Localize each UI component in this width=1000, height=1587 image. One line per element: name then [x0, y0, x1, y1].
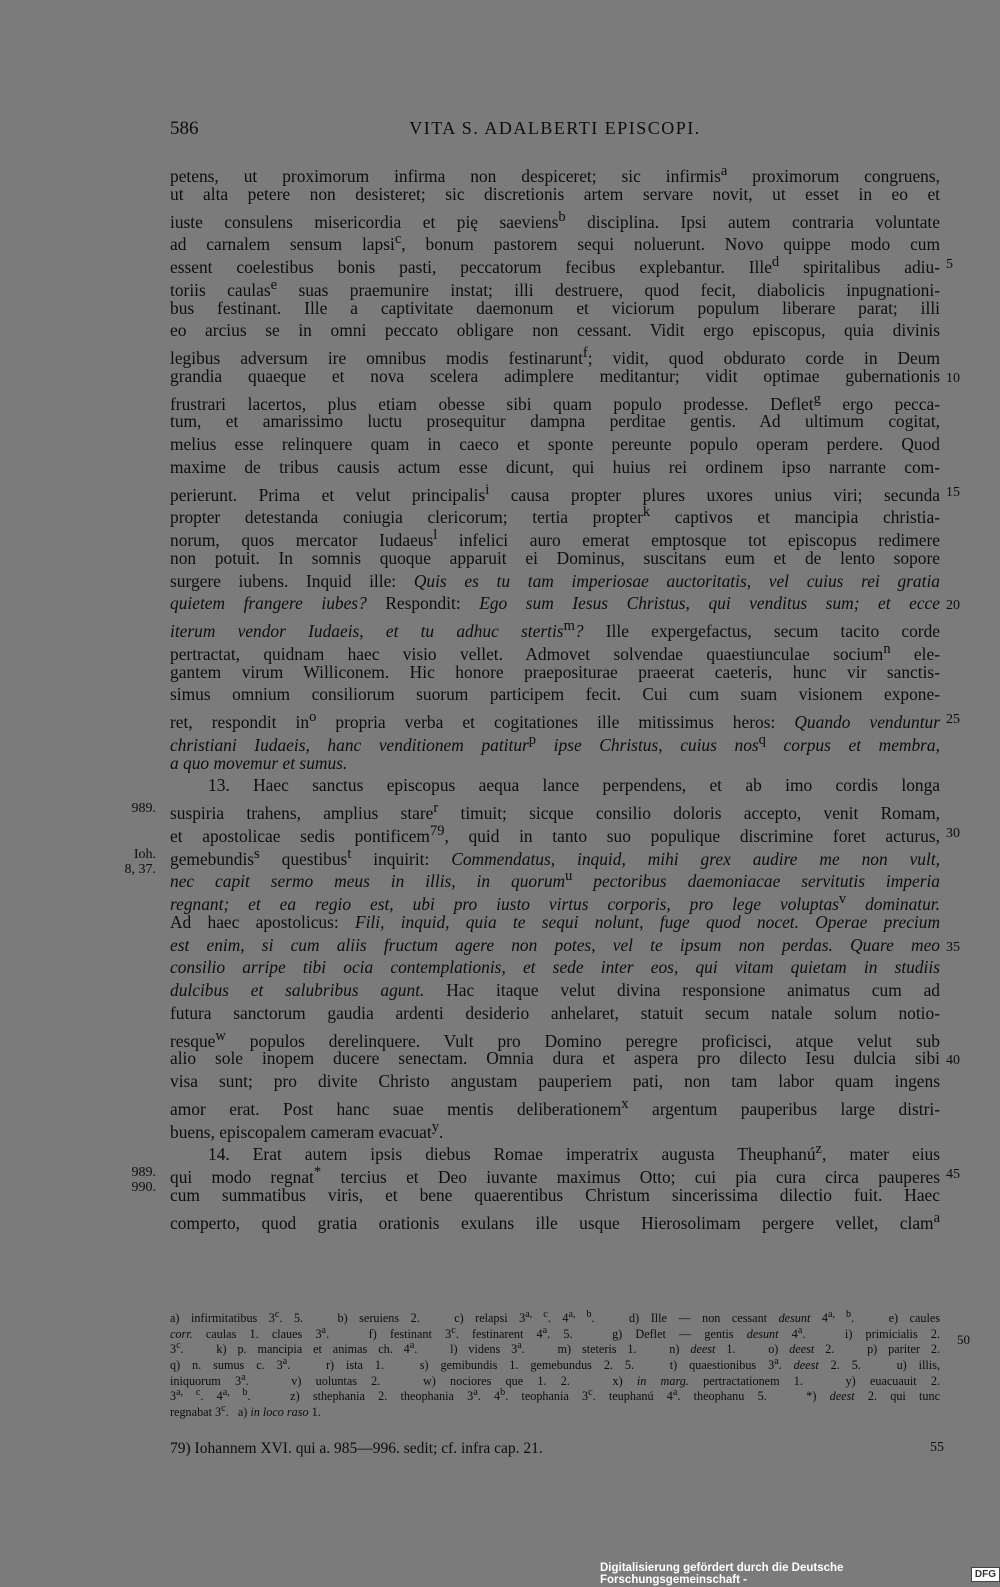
- dfg-banner-text: Digitalisierung gefördert durch die Deutsche Forschungsgemeinschaft -: [600, 1562, 844, 1586]
- line-number: 20: [946, 598, 960, 614]
- text-line: essent coelestibus bonis pasti, peccatorum fecibus explebantur. Ille$^d$ spiritalibus adiu-: [170, 254, 940, 277]
- footnote-line: regnabat 3$^c$. a) in loco raso 1.: [170, 1403, 321, 1420]
- running-title: VITA S. ADALBERTI EPISCOPI.: [409, 118, 701, 138]
- text-line: ad carnalem sensum lapsi$^c$, bonum pastorem sequi noluerunt. Novo quippe modo cum: [170, 231, 941, 255]
- footnote-line: iniquorum 3$^a$. v) uoluntas 2. w) nociores que 1. 2. x) in marg. pertractationem 1. y) euacuauit 2.: [170, 1371, 940, 1388]
- text-line: tum, et amarissimo luctu prosequitur dampna perditae gentis. Ad ultimum cogitat,: [170, 411, 940, 432]
- text-line: legibus adversum ire omnibus modis festinarunt$^f$; vidit, quod obdurato corde in Deum: [170, 345, 940, 368]
- text-line: alio sole inopem ducere senectam. Omnia dura et aspera pro dilecto Iesu dulcia sibi: [170, 1048, 940, 1069]
- text-line: regnant; et ea regio est, ubi pro iusto virtus corporis, pro lege voluptas$^v$ dominatur.: [170, 891, 940, 914]
- text-line: ret, respondit $in^o$ propria verba et cogitationes ille mitissimus heros: Quando venduntur: [170, 709, 940, 732]
- text-line: amor erat. Post hanc suae mentis deliberationem$^x$ argentum pauperibus large distri-: [170, 1095, 940, 1119]
- text-line: perierunt. Prima et velut principalis$^i$ causa propter plures uxores unius viri; secunda: [170, 481, 940, 505]
- text-line: norum, quos mercator Iudaeus$^l$ infelici auro emerat emptosque tot episcopus redimere: [170, 527, 940, 550]
- text-line: buens, episcopalem cameram evacuat$^y$.: [170, 1118, 444, 1142]
- body-text: [170, 160, 960, 1233]
- line-number: 45: [946, 1167, 960, 1182]
- text-line: suspiria trahens, amplius stare$^r$ timuit; sicque consilio doloris accepto, venit Romam,: [170, 800, 940, 823]
- text-line: maxime de tribus causis actum esse dicunt, qui huius rei ordinem ipso narrante com-: [170, 456, 940, 477]
- text-line: iuste consulens misericordia et pię saeviens$^b$ disciplina. Ipsi autem contraria voluntate: [170, 208, 940, 232]
- footnote-line: 3$^c$. k) p. mancipia et animas ch. 4$^a$. l) videns 3$^a$. m) steteris 1. n) deest 1. o) deest 2. p) pariter 2.: [170, 1340, 941, 1357]
- line-number: 25: [946, 712, 960, 727]
- line-number: 30: [946, 825, 960, 841]
- text-line: gemebundis$^s$ questibus$^t$ inquirit: Commendatus, inquid, mihi grex audire me non vult,: [170, 845, 941, 869]
- footnote-line: 3$^{a, c}$. 4$^{a, b}$. z) sthephania 2. theophania 3$^a$. 4$^b$. teophania 3$^c$. teuphanú 4$^a$. theophanu 5. *) deest 2. qui tunc: [170, 1387, 940, 1404]
- text-line: dulcibus et salubribus agunt. Hac itaque velut divina responsione animatus cum ad: [170, 980, 940, 1000]
- text-line: petens, ut proximorum infirma non despiceret; sic infirmis$^a$ proximorum congruens,: [170, 163, 940, 186]
- line-number: 10: [946, 370, 960, 386]
- text-line: 14. Erat autem ipsis diebus Romae imperatrix augusta Theuphanú$^z$, mater eius: [208, 1141, 940, 1165]
- text-line: nec capit sermo meus in illis, in quorum$^u$ pectoribus daemoniacae servitutis imperia: [170, 868, 940, 892]
- text-line: quietem frangere iubes? Respondit: Ego sum Iesus Christus, qui venditus sum; et ecce: [170, 593, 940, 614]
- margin-note: Ioh. 8, 37.: [124, 846, 156, 877]
- text-line: est enim, si cum aliis fructum agere non potes, vel te ipsum non perdas. Quare meo: [170, 934, 940, 955]
- text-line: Ad haec apostolicus: Fili, inquid, quia te sequi nolunt, fuge quod nocet. Operae precium: [170, 911, 940, 932]
- text-line: gantem virum Williconem. Hic honore praepositurae praeerat caeteris, hunc vir sanctis-: [170, 661, 940, 682]
- text-line: grandia quaeque et nova scelera adimplere meditantur; vidit optimae gubernationis: [170, 365, 940, 386]
- text-line: bus festinant. Ille a captivitate daemonum et viciorum populum liberare parat; illi: [170, 297, 940, 318]
- text-line: visa sunt; pro divite Christo angustam pauperiem pati, non tam labor quam ingens: [170, 1071, 940, 1091]
- page-number: 586: [170, 118, 199, 139]
- footnote-line-number: 50: [957, 1332, 970, 1347]
- text-line: consilio arripe tibi ocia contemplationis, et sede inter eos, qui vitam quietam in studiis: [170, 957, 940, 978]
- text-line: toriis caulas$^e$ suas praemunire instat; illi destruere, quod fecit, diabolicis inpugnationi-: [170, 276, 940, 300]
- page-header: [170, 118, 940, 148]
- editorial-note: 79) Iohannem XVI. qui a. 985—996. sedit; cf. infra cap. 21.: [170, 1440, 543, 1457]
- text-line: iterum vendor Iudaeis, et tu adhuc stertis$^m$? Ille expergefactus, secum tacito corde: [170, 618, 940, 641]
- text-line: 13. Haec sanctus episcopus aequa lance perpendens, et ab imo cordis longa: [208, 775, 940, 796]
- signature-mark: 55: [930, 1440, 944, 1455]
- dfg-funding-banner: [600, 1562, 1000, 1586]
- text-line: pertractat, quidnam haec visio vellet. Admovet solvendae quaestiunculae socium$^n$ ele-: [170, 640, 940, 664]
- text-line: simus omnium consiliorum suorum participem fecit. Cui cum suam visionem expone-: [170, 684, 940, 705]
- line-number: 5: [946, 257, 953, 272]
- margin-note: 989. 990.: [131, 1165, 156, 1195]
- text-line: ut alta petere non desisteret; sic discretionis artem servare novit, ut esset in eo et: [170, 183, 940, 204]
- text-line: frustrari lacertos, plus etiam obesse sibi quam populo prodesse. Deflet$^g$ ergo pecca-: [170, 390, 940, 414]
- text-line: eo arcius se in omni peccato obligare non cessant. Vidit ergo episcopus, quia divinis: [170, 320, 940, 341]
- text-line: resque$^w$ populos derelinquere. Vult pro Domino peregre proficisci, atque velut sub: [170, 1027, 940, 1051]
- margin-note: 989.: [131, 801, 156, 816]
- line-number: 40: [946, 1053, 960, 1069]
- line-number: 35: [946, 939, 960, 955]
- footnote-line: q) n. sumus c. 3$^a$. r) ista 1. s) gemibundis 1. gemebundus 2. 5. t) quaestionibus 3$^a$. deest 2. 5. u) illis,: [170, 1356, 940, 1373]
- text-line: non potuit. In somnis quoque apparuit ei Dominus, suscitans eum et de lento sopore: [170, 547, 940, 568]
- dfg-logo: DFG: [971, 1567, 1000, 1582]
- footnote-rule: [170, 1426, 280, 1427]
- text-line: melius esse relinquere quam in caeco et sponte pereunte populo operam perdere. Quod: [170, 434, 940, 454]
- text-line: surgere iubens. Inquid ille: Quis es tu tam imperiosae auctoritatis, vel cuius rei gratia: [170, 570, 940, 591]
- text-line: a quo movemur et sumus.: [170, 752, 348, 773]
- text-line: propter detestanda coniugia clericorum; tertia propter$^k$ captivos et mancipia christia-: [170, 504, 940, 528]
- text-line: et apostolicae sedis pontificem$^{79}$, quid in tanto suo populique discrimine foret acturus,: [170, 822, 940, 846]
- footnote-line: a) infirmitatibus 3$^c$. 5. b) seruiens 2. c) relapsi 3$^{a, c}$. 4$^{a, b}$. d) Ille — non cessant desunt 4$^{a, b}$. e) caules: [170, 1309, 941, 1326]
- footnote-line: corr. caulas 1. claues 3$^a$. f) festinant 3$^c$. festinarent 4$^a$. 5. g) Deflet — gentis desunt 4$^a$. i) primicialis 2.: [170, 1324, 941, 1341]
- text-line: christiani Iudaeis, hanc venditionem patitur$^p$ ipse Christus, cuius nos$^q$ corpus et membra,: [170, 731, 940, 755]
- line-number: 15: [946, 484, 960, 500]
- text-line: cum summatibus viris, et bene quaerentibus Christum sincerissima dilectio fuit. Haec: [170, 1184, 940, 1205]
- text-line: futura sanctorum gaudia ardenti desiderio anhelaret, statuit secum natale solum notio-: [170, 1002, 940, 1023]
- footnotes: [170, 1307, 970, 1420]
- text-line: comperto, quod gratia orationis exulans ille usque Hierosolimam pergere vellet, clam$^a$: [170, 1209, 940, 1233]
- text-line: qui modo regnat* tercius et Deo iuvante maximus Otto; cui pia cura circa pauperes: [170, 1164, 940, 1187]
